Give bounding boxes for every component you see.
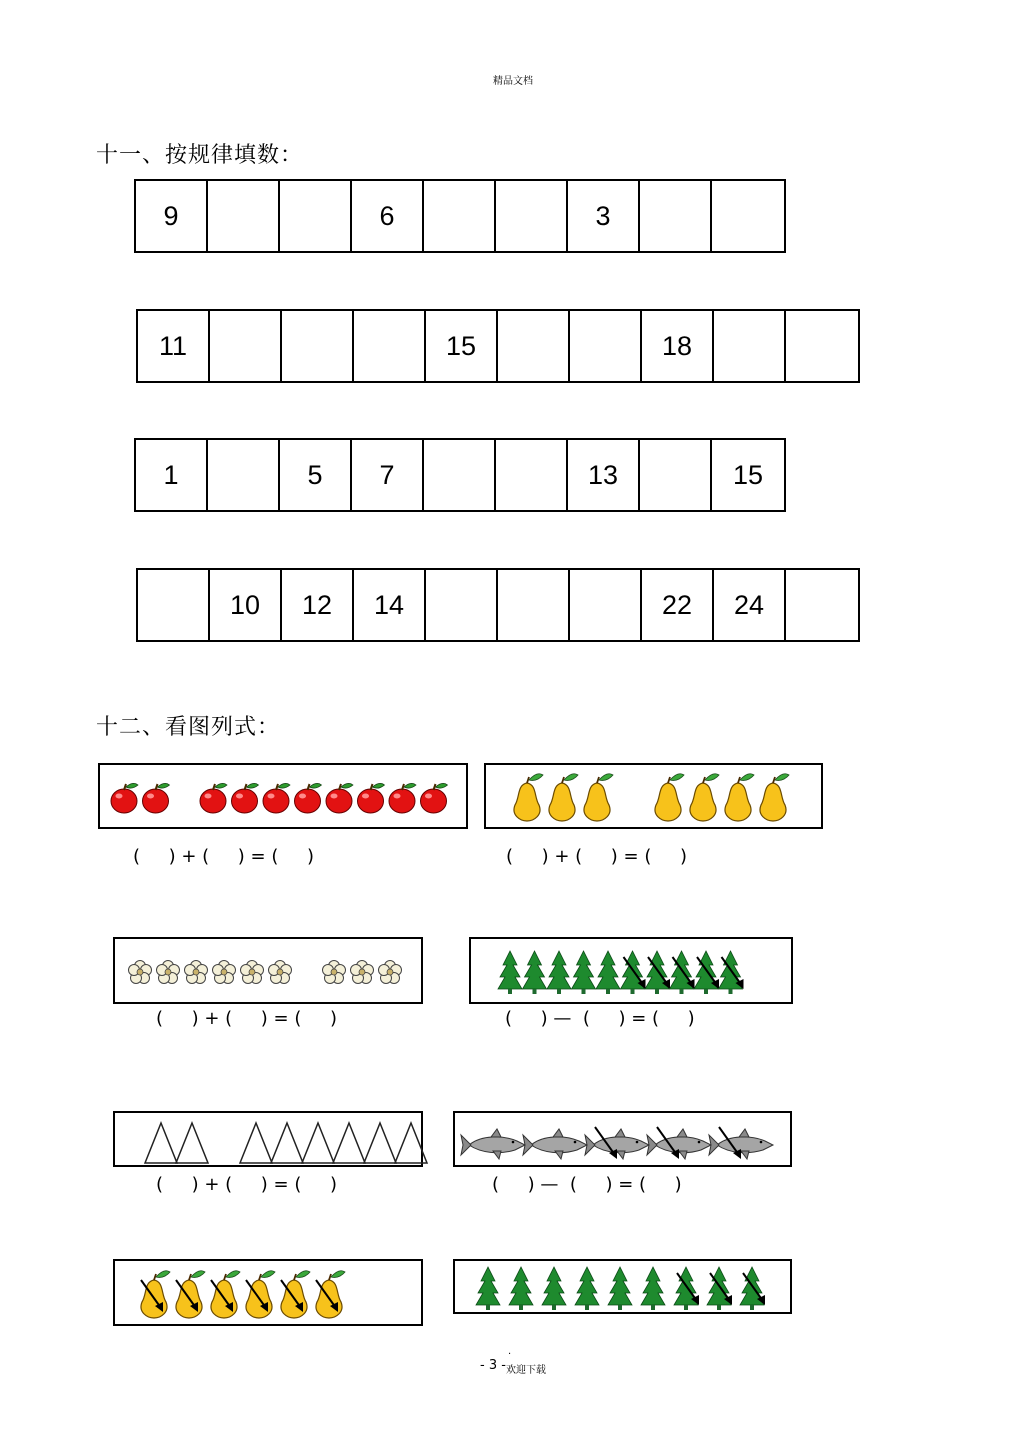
number-cell[interactable]: 7 xyxy=(352,440,424,510)
flower-icon xyxy=(323,961,346,984)
pear-icon xyxy=(281,1271,310,1318)
number-cell[interactable] xyxy=(208,440,280,510)
number-cell[interactable]: 5 xyxy=(280,440,352,510)
pear-icon xyxy=(316,1271,345,1318)
number-cell[interactable]: 3 xyxy=(568,181,640,251)
pear-icon xyxy=(584,774,613,821)
number-cell[interactable]: 15 xyxy=(732,459,764,490)
tree-icon xyxy=(641,1267,665,1310)
pear-icon xyxy=(760,774,789,821)
number-cell[interactable]: 9 xyxy=(136,181,208,251)
tree-icon xyxy=(509,1267,533,1310)
flower-icon xyxy=(157,961,180,984)
pear-icon xyxy=(486,765,825,831)
triangle-icon xyxy=(395,1123,427,1163)
number-cell[interactable] xyxy=(426,570,498,640)
triangle-icon xyxy=(115,1113,425,1169)
number-cell[interactable]: 22 xyxy=(642,570,714,640)
pear-icon xyxy=(514,774,543,821)
triangle-icon xyxy=(271,1123,303,1163)
picture-box-pears-crossed xyxy=(113,1259,423,1326)
shark-icon xyxy=(455,1113,794,1169)
section-11-title: 十一、按规律填数： xyxy=(96,143,304,168)
picture-box-pears xyxy=(484,763,823,829)
tree-icon xyxy=(608,1267,632,1310)
flower-icon xyxy=(213,961,236,984)
page-header: 精品文档 xyxy=(493,76,533,87)
number-cell[interactable] xyxy=(786,570,858,640)
flower-icon xyxy=(269,961,292,984)
number-cell[interactable] xyxy=(570,570,642,640)
triangle-icon xyxy=(240,1123,272,1163)
pear-icon xyxy=(141,1271,170,1318)
number-cell[interactable]: 1 xyxy=(136,440,208,510)
shark-icon xyxy=(461,1129,525,1159)
number-cell[interactable]: 10 xyxy=(210,570,282,640)
number-cell[interactable]: 24 xyxy=(714,570,786,640)
pear-icon xyxy=(211,1271,240,1318)
number-cell[interactable] xyxy=(210,311,282,381)
flower-icon xyxy=(185,961,208,984)
page-number: - 3 - xyxy=(480,1358,506,1373)
flower-icon xyxy=(379,961,402,984)
picture-box-flowers xyxy=(113,937,423,1004)
triangle-icon xyxy=(145,1123,177,1163)
number-cell[interactable] xyxy=(712,181,784,251)
picture-box-trees-crossed xyxy=(453,1259,792,1314)
tree-icon xyxy=(523,951,547,994)
flower-icon xyxy=(241,961,264,984)
number-cell[interactable] xyxy=(498,311,570,381)
apple-icon xyxy=(358,783,385,813)
picture-box-trees xyxy=(469,937,793,1004)
triangle-icon xyxy=(176,1123,208,1163)
number-cell[interactable] xyxy=(786,311,858,381)
number-cell[interactable]: 18 xyxy=(642,311,714,381)
apple-icon xyxy=(143,783,170,813)
number-cell[interactable] xyxy=(282,311,354,381)
number-cell[interactable] xyxy=(496,440,568,510)
number-cell[interactable]: 6 xyxy=(352,181,424,251)
picture-box-sharks xyxy=(453,1111,792,1167)
pear-icon xyxy=(176,1271,205,1318)
equation-plus[interactable]: ( ) + ( ) = ( ) xyxy=(156,1008,338,1029)
pear-icon xyxy=(549,774,578,821)
triangle-icon xyxy=(333,1123,365,1163)
number-row-1 xyxy=(134,179,786,253)
number-cell[interactable] xyxy=(424,181,496,251)
tree-icon xyxy=(596,951,620,994)
triangle-icon xyxy=(364,1123,396,1163)
apple-icon xyxy=(389,783,416,813)
equation-plus[interactable]: ( ) + ( ) = ( ) xyxy=(133,846,315,867)
number-cell[interactable]: 12 xyxy=(282,570,354,640)
pear-icon xyxy=(655,774,684,821)
number-cell[interactable]: 14 xyxy=(354,570,426,640)
number-cell[interactable] xyxy=(498,570,570,640)
number-row-4 xyxy=(136,568,860,642)
picture-box-triangles xyxy=(113,1111,423,1167)
number-cell[interactable]: 13 xyxy=(568,440,640,510)
equation-minus[interactable]: ( ) — ( ) = ( ) xyxy=(505,1008,695,1029)
apple-icon xyxy=(326,783,353,813)
apple-icon xyxy=(100,765,470,831)
tree-icon xyxy=(455,1261,794,1316)
flower-icon xyxy=(115,939,425,1006)
apple-icon xyxy=(263,783,290,813)
tree-icon xyxy=(572,951,596,994)
tree-icon xyxy=(547,951,571,994)
number-row-2 xyxy=(136,309,860,383)
number-row-3 xyxy=(134,438,786,512)
tree-icon xyxy=(476,1267,500,1310)
tree-icon xyxy=(471,939,795,1006)
pear-icon xyxy=(246,1271,275,1318)
number-cell[interactable] xyxy=(424,440,496,510)
triangle-icon xyxy=(302,1123,334,1163)
flower-icon xyxy=(351,961,374,984)
section-12-title: 十二、看图列式： xyxy=(96,715,281,740)
number-cell[interactable]: 15 xyxy=(426,311,498,381)
number-cell[interactable] xyxy=(714,311,786,381)
number-cell[interactable] xyxy=(496,181,568,251)
pear-icon xyxy=(115,1261,425,1328)
tree-icon xyxy=(575,1267,599,1310)
footer-dot: . xyxy=(508,1346,512,1357)
flower-icon xyxy=(129,961,152,984)
pear-icon xyxy=(725,774,754,821)
number-cell[interactable] xyxy=(208,181,280,251)
number-cell[interactable] xyxy=(138,570,210,640)
picture-box-apples xyxy=(98,763,468,829)
pear-icon xyxy=(690,774,719,821)
footer-text: 欢迎下载 xyxy=(506,1365,546,1376)
number-cell[interactable] xyxy=(640,181,712,251)
tree-icon xyxy=(498,951,522,994)
tree-icon xyxy=(542,1267,566,1310)
number-cell[interactable] xyxy=(640,440,712,510)
equation-plus[interactable]: ( ) + ( ) = ( ) xyxy=(506,846,688,867)
apple-icon xyxy=(232,783,259,813)
equation-minus[interactable]: ( ) — ( ) = ( ) xyxy=(492,1174,682,1195)
number-cell[interactable] xyxy=(280,181,352,251)
number-cell[interactable] xyxy=(354,311,426,381)
apple-icon xyxy=(421,783,448,813)
equation-plus[interactable]: ( ) + ( ) = ( ) xyxy=(156,1174,338,1195)
apple-icon xyxy=(295,783,322,813)
shark-icon xyxy=(523,1129,587,1159)
number-cell[interactable]: 11 xyxy=(138,311,210,381)
apple-icon xyxy=(111,783,138,813)
number-cell[interactable] xyxy=(570,311,642,381)
apple-icon xyxy=(200,783,227,813)
